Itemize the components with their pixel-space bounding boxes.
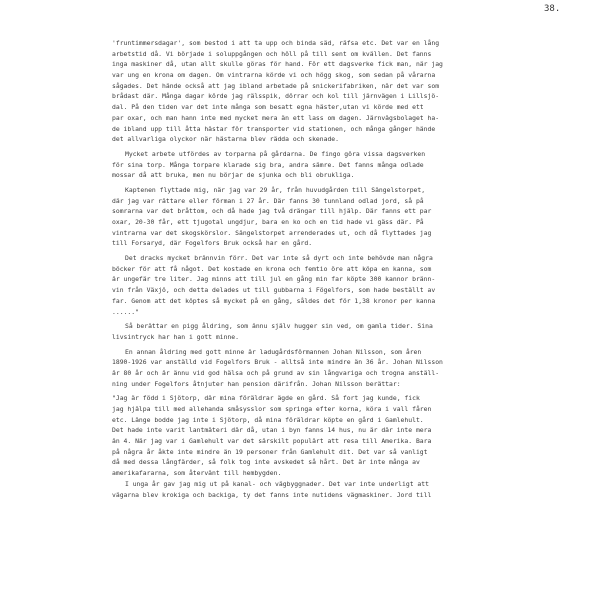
text-line: vintrarna var det skogskörslor. Sängelstorpet arrenderades ut, och då flyttades jag xyxy=(112,228,432,237)
paragraph xyxy=(112,185,516,249)
text-line: far. Genom att det köptes så mycket på en gång, såldes det för 1,38 kronor per kanna xyxy=(112,296,436,305)
paragraph xyxy=(112,253,516,317)
text-line: I unga år gav jag mig ut på kanal- och vägbyggnader. Det var inte underligt att xyxy=(125,479,429,488)
text-line: de ibland upp till åtta hästar för transporter vid stationen, och många gånger hände xyxy=(112,124,436,133)
text-line: Kaptenen flyttade mig, när jag var 29 år, från huvudgården till Sängelstorpet, xyxy=(125,185,426,194)
text-line: livsintryck har han i gott minne. xyxy=(112,332,239,341)
text-line: sågades. Det hände också att jag ibland arbetade på snickerifabriken, när det var som xyxy=(112,81,440,90)
text-line: vin från Växjö, och detta delades ut till gubbarna i Fögelfors, som hade beställt av xyxy=(112,286,436,295)
text-line: etc. Länge bodde jag inte i Sjötorp, då mina föräldrar köpte en gård i Gamlehult. xyxy=(112,415,424,424)
text-line: ......" xyxy=(112,307,139,316)
text-line: är ungefär tre liter. Jag minns att till jul en gång min far köpte 300 kannor bränn- xyxy=(112,275,436,284)
text-line: "Jag är född i Sjötorp, där mina föräldrar ägde en gård. Så fort jag kunde, fick xyxy=(112,394,420,403)
text-line: Mycket arbete utfördes av torparna på gårdarna. De fingo göra vissa dagsverken xyxy=(125,149,426,158)
text-line: Det dracks mycket brännvin förr. Det var inte så dyrt och inte behövde man några xyxy=(125,254,433,263)
text-line: på några år åkte inte mindre än 19 personer från Gamlehult dit. Det var så vanligt xyxy=(112,447,428,456)
paragraph xyxy=(112,479,516,500)
text-line: det allvarliga olyckor när hästarna blev rädda och skenade. xyxy=(112,135,340,144)
text-line: böcker för att få något. Det kostade en krona och femtio öre att köpa en kanna, som xyxy=(112,264,432,273)
text-line: där jag var rättare eller förman i 27 år. Där fanns 30 tunnland odlad jord, så på xyxy=(112,196,424,205)
text-line: En annan åldring med gott minne är ladugårdsförmannen Johan Nilsson, som åren xyxy=(125,347,422,356)
text-line: oxar, 20-30 får, ett tjugotal ungdjur, bara en ko och en tid hade vi gäss där. På xyxy=(112,218,424,226)
text-line: par oxar, och man hann inte med mycket mera än ett lass om dagen. Järnvägsbolaget ha- xyxy=(112,113,440,122)
text-line: Det hade inte varit lantmäteri där då, utan i byn fanns 14 hus, nu är där inte mera xyxy=(112,426,432,435)
text-line: mossar då att bruka, men nu börjar de sjunka och bli obrukliga. xyxy=(112,171,355,180)
text-line: dal. På den tiden var det inte många som besatt egna häster,utan vi körde med ett xyxy=(112,103,424,112)
text-line: jag hjälpa till med allehanda småsysslor som springa efter korna, köra i vall fåren xyxy=(112,405,432,413)
page-number: 38. xyxy=(544,4,561,14)
text-line: amerikafararna, som återvänt till hembygden. xyxy=(112,469,282,478)
text-line: vägarna blev krokiga och backiga, ty det fanns inte nutidens vägmaskiner. Jord till xyxy=(112,490,432,499)
paragraph xyxy=(112,393,516,479)
text-line: då med dessa långfärder, så folk tog inte avskedet så hårt. Det är inte många av xyxy=(112,458,420,467)
text-line: 'fruntimmersdagar', som bestod i att ta upp och binda säd, räfsa etc. Det var en lång xyxy=(112,39,440,47)
text-line: för sina torp. Många torpare klarade sig bra, andra sämre. Det fanns många odlade xyxy=(112,160,424,169)
paragraph xyxy=(112,38,516,145)
text-line: ning under Fogelfors åtnjuter han pension därifrån. Johan Nilsson berättar: xyxy=(112,379,401,388)
text-line: var ung en krona om dagen. Om vintrarna körde vi och högg skog, som sedan på vårarna xyxy=(112,71,436,80)
text-line: Så berättar en pigg åldring, som ännu själv hugger sin ved, om gamla tider. Sina xyxy=(125,322,433,331)
paragraph xyxy=(112,347,516,390)
body-text xyxy=(112,38,516,500)
paragraph xyxy=(112,149,516,181)
text-line: är 80 år och är ännu vid god hälsa och på grund av sin långvariga och trogna anställ- xyxy=(112,368,440,377)
text-line: arbetstid då. Vi började i soluppgången och höll på till sent om kvällen. Det fanns xyxy=(112,49,432,58)
paragraph xyxy=(112,321,516,342)
text-line: till Forsaryd, där Fogelfors Bruk också har en gård. xyxy=(112,239,313,248)
text-line: inga maskiner då, utan allt skulle göras för hand. För ett dagsverke fick man, när jag xyxy=(112,60,443,69)
text-line: somrarna var det bråttom, och då hade jag två drängar till hjälp. Där fanns ett par xyxy=(112,207,432,216)
text-line: 1890-1926 var anställd vid Fogelfors Bruk - alltså inte mindre än 36 år. Johan Nilsson xyxy=(112,358,443,367)
text-line: brådast där. Många dagar körde jag rälsspik, dörrar och kol till järnvägen i Lillsjö- xyxy=(112,92,440,101)
text-line: än 4. När jag var i Gamlehult var det särskilt populärt att resa till Amerika. Bara xyxy=(112,437,432,446)
